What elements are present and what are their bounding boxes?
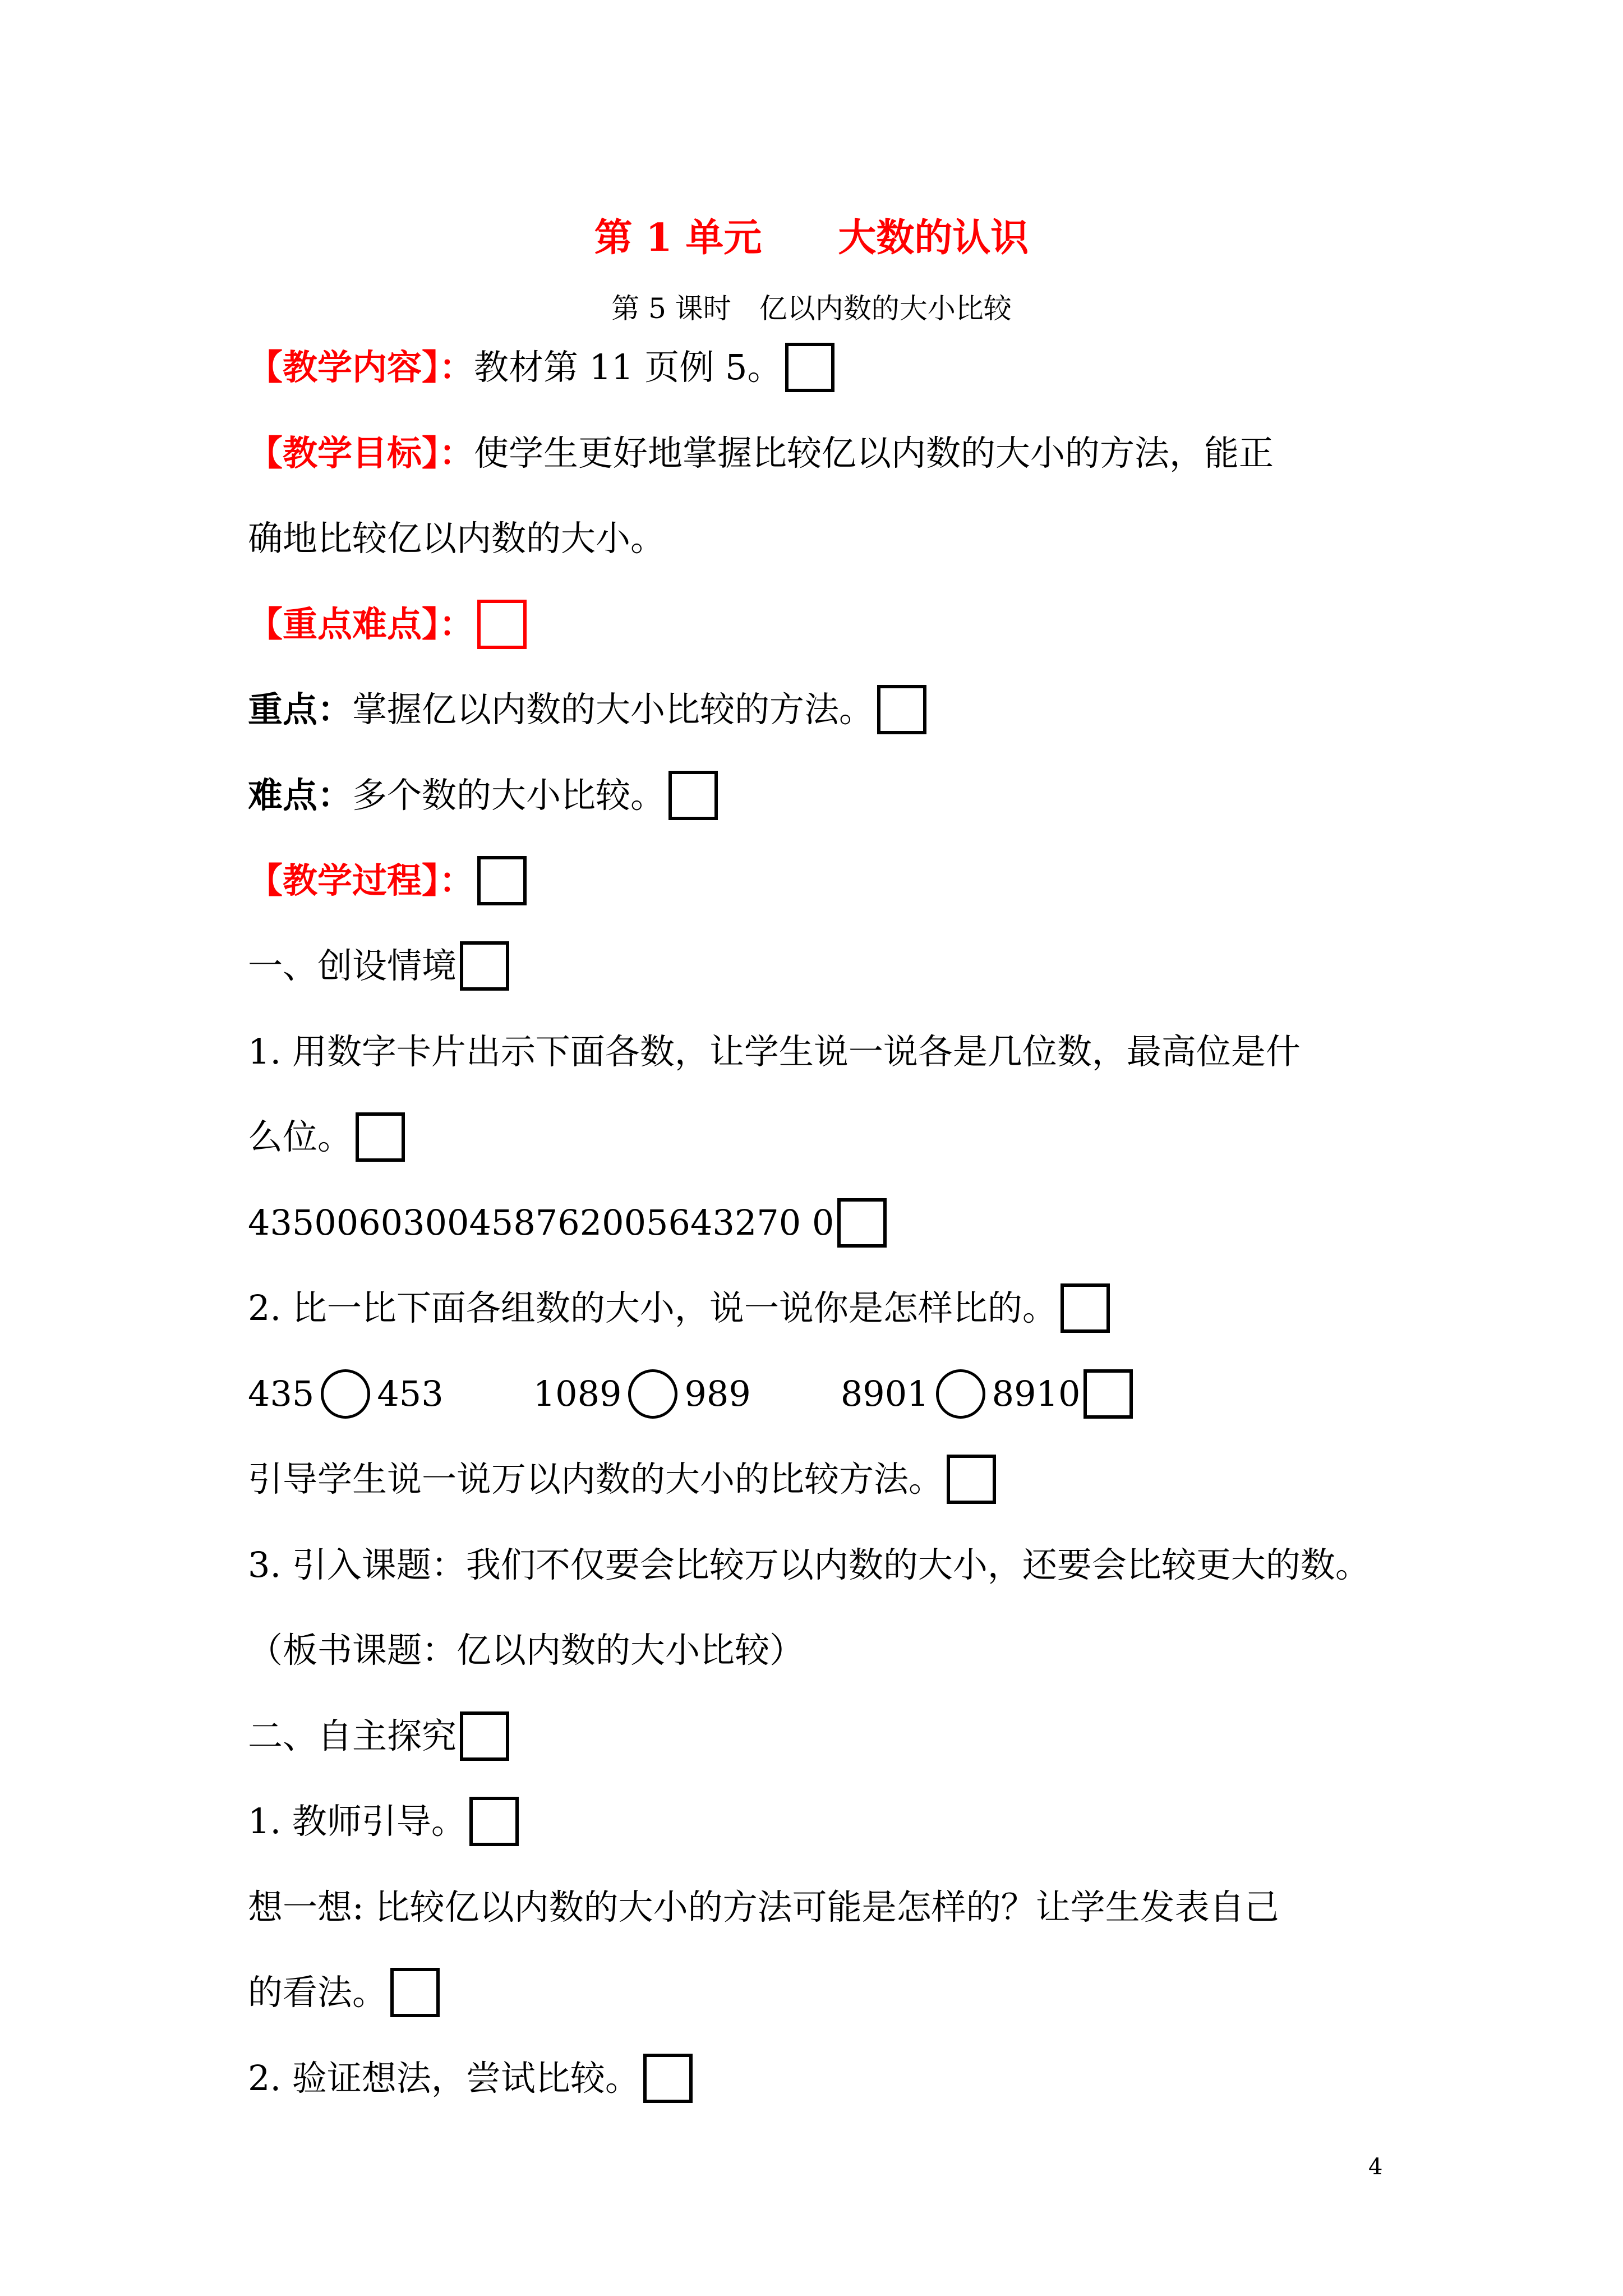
checkbox[interactable] [1083,1369,1133,1419]
checkbox[interactable] [469,1797,519,1846]
part1-title-line [248,938,509,994]
numbers-line [248,1195,887,1251]
item1-line-2 [248,1109,405,1165]
key-difficulty-line [248,596,527,652]
teaching-content-text: 教材第 11 页例 5。 [474,347,782,388]
think-line [248,1879,1279,1935]
checkbox[interactable] [785,343,834,392]
item1-text-2: 么位。 [248,1116,353,1157]
checkbox[interactable] [356,1112,405,1162]
teaching-goal-label: 【教学目标】： [248,432,474,473]
p2-item1-text: 1. 教师引导。 [248,1801,466,1842]
checkbox[interactable] [460,1711,509,1761]
checkbox[interactable] [477,600,527,649]
compare-circle-1[interactable] [321,1369,370,1419]
item2-line [248,1280,1110,1336]
think-text-2: 的看法。 [248,1972,388,2013]
p2-item2-text: 2. 验证想法，尝试比较。 [248,2058,640,2099]
think-line-2 [248,1964,440,2021]
key-difficulty-label: 【重点难点】： [248,604,474,645]
checkbox[interactable] [460,941,509,991]
key-point-label: 重点： [248,689,353,730]
item1-text: 1. 用数字卡片出示下面各数，让学生说一说各是几位数，最高位是什 [248,1031,1301,1072]
part1-title: 一、创设情境 [248,945,457,986]
item3-text: 3. 引入课题：我们不仅要会比较万以内数的大小，还要会比较更大的数。 [248,1544,1370,1585]
difficulty-line [248,767,718,823]
think-text: 想一想: 比较亿以内数的大小的方法可能是怎样的？让学生发表自己 [248,1887,1279,1927]
guide-line [248,1451,996,1507]
guide-text: 引导学生说一说万以内数的大小的比较方法。 [248,1458,944,1499]
difficulty-label: 难点： [248,775,353,816]
part2-title: 二、自主探究 [248,1715,457,1756]
compare-right-2: 989 [684,1373,751,1414]
checkbox[interactable] [947,1455,996,1504]
checkbox[interactable] [877,685,926,734]
item2-text: 2. 比一比下面各组数的大小，说一说你是怎样比的。 [248,1287,1057,1328]
compare-line [248,1366,1133,1422]
numbers-text: 4350060300458762005643270 0 [248,1202,834,1243]
teaching-goal-line [248,425,1274,481]
board-text: （板书课题：亿以内数的大小比较） [248,1630,805,1671]
compare-circle-2[interactable] [628,1369,677,1419]
teaching-content-label: 【教学内容】： [248,347,474,388]
compare-left-1: 435 [248,1373,315,1414]
unit-title: 第 1 单元 大数的认识 [594,215,1029,260]
item3-line [248,1537,1370,1593]
p2-item1-line [248,1793,519,1849]
difficulty-text: 多个数的大小比较。 [352,775,666,816]
teaching-content-line [248,339,834,395]
key-point-line [248,682,926,738]
checkbox[interactable] [643,2054,693,2103]
item1-line [248,1024,1301,1080]
checkbox[interactable] [1061,1283,1110,1333]
compare-left-3: 8901 [840,1373,929,1414]
teaching-goal-line-2 [248,510,665,567]
lesson-title: 第 5 课时 亿以内数的大小比较 [611,292,1012,325]
checkbox[interactable] [837,1198,887,1248]
checkbox[interactable] [390,1968,440,2017]
board-line [248,1622,804,1678]
compare-circle-3[interactable] [936,1369,985,1419]
checkbox[interactable] [477,856,527,905]
compare-left-2: 1089 [533,1373,622,1414]
teaching-goal-text-2: 确地比较亿以内数的大小。 [248,518,666,559]
teaching-process-line [248,853,527,909]
compare-right-3: 8910 [992,1373,1081,1414]
compare-right-1: 453 [377,1373,444,1414]
page-number: 4 [1368,2154,1383,2180]
teaching-process-label: 【教学过程】： [248,860,474,901]
teaching-goal-text: 使学生更好地掌握比较亿以内数的大小的方法，能正 [474,432,1274,473]
p2-item2-line [248,2050,693,2106]
checkbox[interactable] [668,771,718,820]
key-point-text: 掌握亿以内数的大小比较的方法。 [352,689,874,730]
part2-title-line [248,1708,509,1764]
